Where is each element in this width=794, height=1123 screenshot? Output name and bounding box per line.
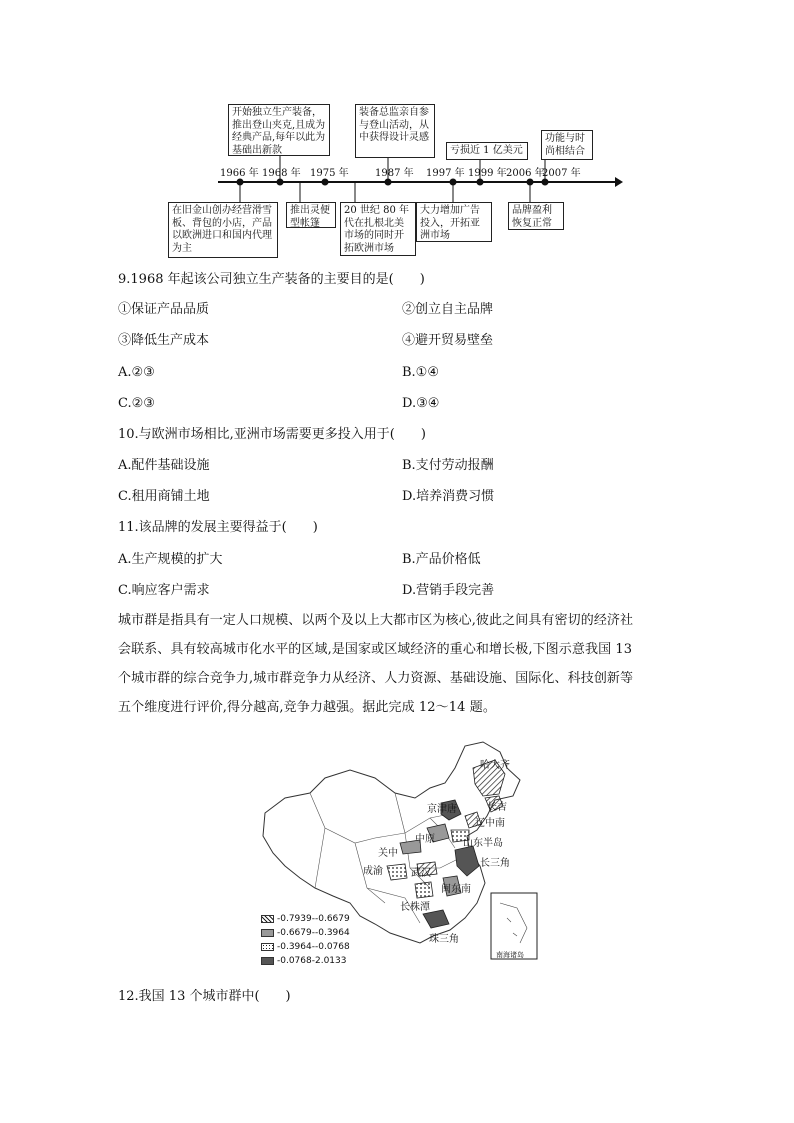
legend-label: -0.7939--0.6679 bbox=[277, 914, 350, 924]
legend-row bbox=[261, 942, 350, 952]
china-map-figure bbox=[255, 738, 540, 970]
legend-swatch-dots bbox=[261, 943, 274, 951]
answer-option-d[interactable]: D.培养消费习惯 bbox=[402, 489, 495, 504]
map-label: 哈大齐 bbox=[480, 760, 510, 771]
map-label: 成渝 bbox=[363, 866, 383, 877]
event-box-1997: 大力增加广告投入，开拓亚洲市场 bbox=[416, 202, 492, 242]
event-box-1980s: 20 世纪 80 年代在扎根北美市场的同时开拓欧洲市场 bbox=[340, 202, 416, 256]
legend-label: -0.6679--0.3964 bbox=[277, 928, 350, 938]
legend-row bbox=[261, 914, 350, 924]
year-label: 2007 年 bbox=[542, 168, 581, 179]
map-label: 辽中南 bbox=[475, 818, 505, 829]
answer-option-c[interactable]: C.②③ bbox=[118, 396, 155, 411]
answer-option-a[interactable]: A.生产规模的扩大 bbox=[118, 552, 223, 567]
map-label: 武汉 bbox=[411, 868, 431, 879]
passage-line: 个城市群的综合竞争力,城市群竞争力从经济、人力资源、基础设施、国际化、科技创新等 bbox=[118, 671, 634, 686]
statement-item: ①保证产品品质 bbox=[118, 302, 210, 317]
answer-option-c[interactable]: C.租用商铺土地 bbox=[118, 489, 210, 504]
question-stem: 9.1968 年起该公司独立生产装备的主要目的是( ) bbox=[118, 272, 425, 287]
map-label: 长吉 bbox=[487, 802, 507, 813]
timeline-diagram bbox=[160, 100, 630, 260]
answer-option-d[interactable]: D.③④ bbox=[402, 396, 440, 411]
map-label: 闽东南 bbox=[441, 884, 471, 895]
event-box-1968: 开始独立生产装备，推出登山夹克,且成为经典产品,每年以此为基础出新款 bbox=[228, 104, 330, 156]
legend-label: -0.0768-2.0133 bbox=[277, 956, 347, 966]
map-label: 京津唐 bbox=[427, 804, 457, 815]
statement-item: ④避开贸易壁垒 bbox=[402, 333, 494, 348]
statement-item: ③降低生产成本 bbox=[118, 333, 210, 348]
question-12-stem: 12.我国 13 个城市群中( ) bbox=[118, 989, 291, 1004]
year-label: 1968 年 bbox=[262, 168, 301, 179]
passage-line: 五个维度进行评价,得分越高,竞争力越强。据此完成 12～14 题。 bbox=[118, 700, 496, 715]
question-stem: 11.该品牌的发展主要得益于( ) bbox=[118, 520, 318, 535]
answer-option-a[interactable]: A.②③ bbox=[118, 365, 155, 380]
year-label: 1987 年 bbox=[375, 168, 414, 179]
passage-line: 会联系、具有较高城市化水平的区域,是国家或区域经济的重心和增长极,下图示意我国 13 bbox=[118, 642, 633, 657]
legend-label: -0.3964--0.0768 bbox=[277, 942, 350, 952]
year-label: 1966 年 bbox=[220, 168, 259, 179]
answer-option-d[interactable]: D.营销手段完善 bbox=[402, 583, 495, 598]
answer-option-b[interactable]: B.①④ bbox=[402, 365, 439, 380]
map-label: 中原 bbox=[415, 834, 435, 845]
answer-option-c[interactable]: C.响应客户需求 bbox=[118, 583, 210, 598]
year-label: 1999 年 bbox=[468, 168, 507, 179]
legend-row bbox=[261, 928, 350, 938]
year-label: 1997 年 bbox=[426, 168, 465, 179]
map-label: 珠三角 bbox=[429, 934, 459, 945]
legend-swatch-hatch bbox=[261, 915, 274, 923]
map-label: 长株潭 bbox=[400, 902, 430, 913]
event-box-2006: 品牌盈利恢复正常 bbox=[508, 202, 564, 230]
inset-label: 南海诸岛 bbox=[496, 951, 524, 959]
passage bbox=[118, 606, 688, 722]
map-label: 山东半岛 bbox=[463, 838, 503, 849]
answer-option-b[interactable]: B.支付劳动报酬 bbox=[402, 458, 494, 473]
statement-item: ②创立自主品牌 bbox=[402, 302, 494, 317]
event-box-1999: 亏损近 1 亿美元 bbox=[446, 142, 528, 160]
map-label: 长三角 bbox=[480, 858, 510, 869]
map-label: 关中 bbox=[378, 848, 398, 859]
year-label: 1975 年 bbox=[310, 168, 349, 179]
legend-swatch-dark bbox=[261, 957, 274, 965]
answer-option-a[interactable]: A.配件基础设施 bbox=[118, 458, 210, 473]
event-box-1975: 推出灵便型帐篷 bbox=[286, 202, 336, 228]
question-stem: 10.与欧洲市场相比,亚洲市场需要更多投入用于( ) bbox=[118, 427, 426, 442]
legend-swatch-gray bbox=[261, 929, 274, 937]
year-label: 2006 年 bbox=[506, 168, 545, 179]
event-box-2007: 功能与时尚相结合 bbox=[541, 130, 593, 160]
answer-option-b[interactable]: B.产品价格低 bbox=[402, 552, 481, 567]
event-box-1966: 在旧金山创办经营滑雪板、背包的小店，产品以欧洲进口和国内代理为主 bbox=[168, 202, 278, 258]
passage-line: 城市群是指具有一定人口规模、以两个及以上大都市区为核心,彼此之间具有密切的经济社 bbox=[118, 613, 634, 628]
event-box-1987: 装备总监亲自参与登山活动，从中获得设计灵感 bbox=[355, 104, 435, 158]
legend-row bbox=[261, 956, 346, 966]
